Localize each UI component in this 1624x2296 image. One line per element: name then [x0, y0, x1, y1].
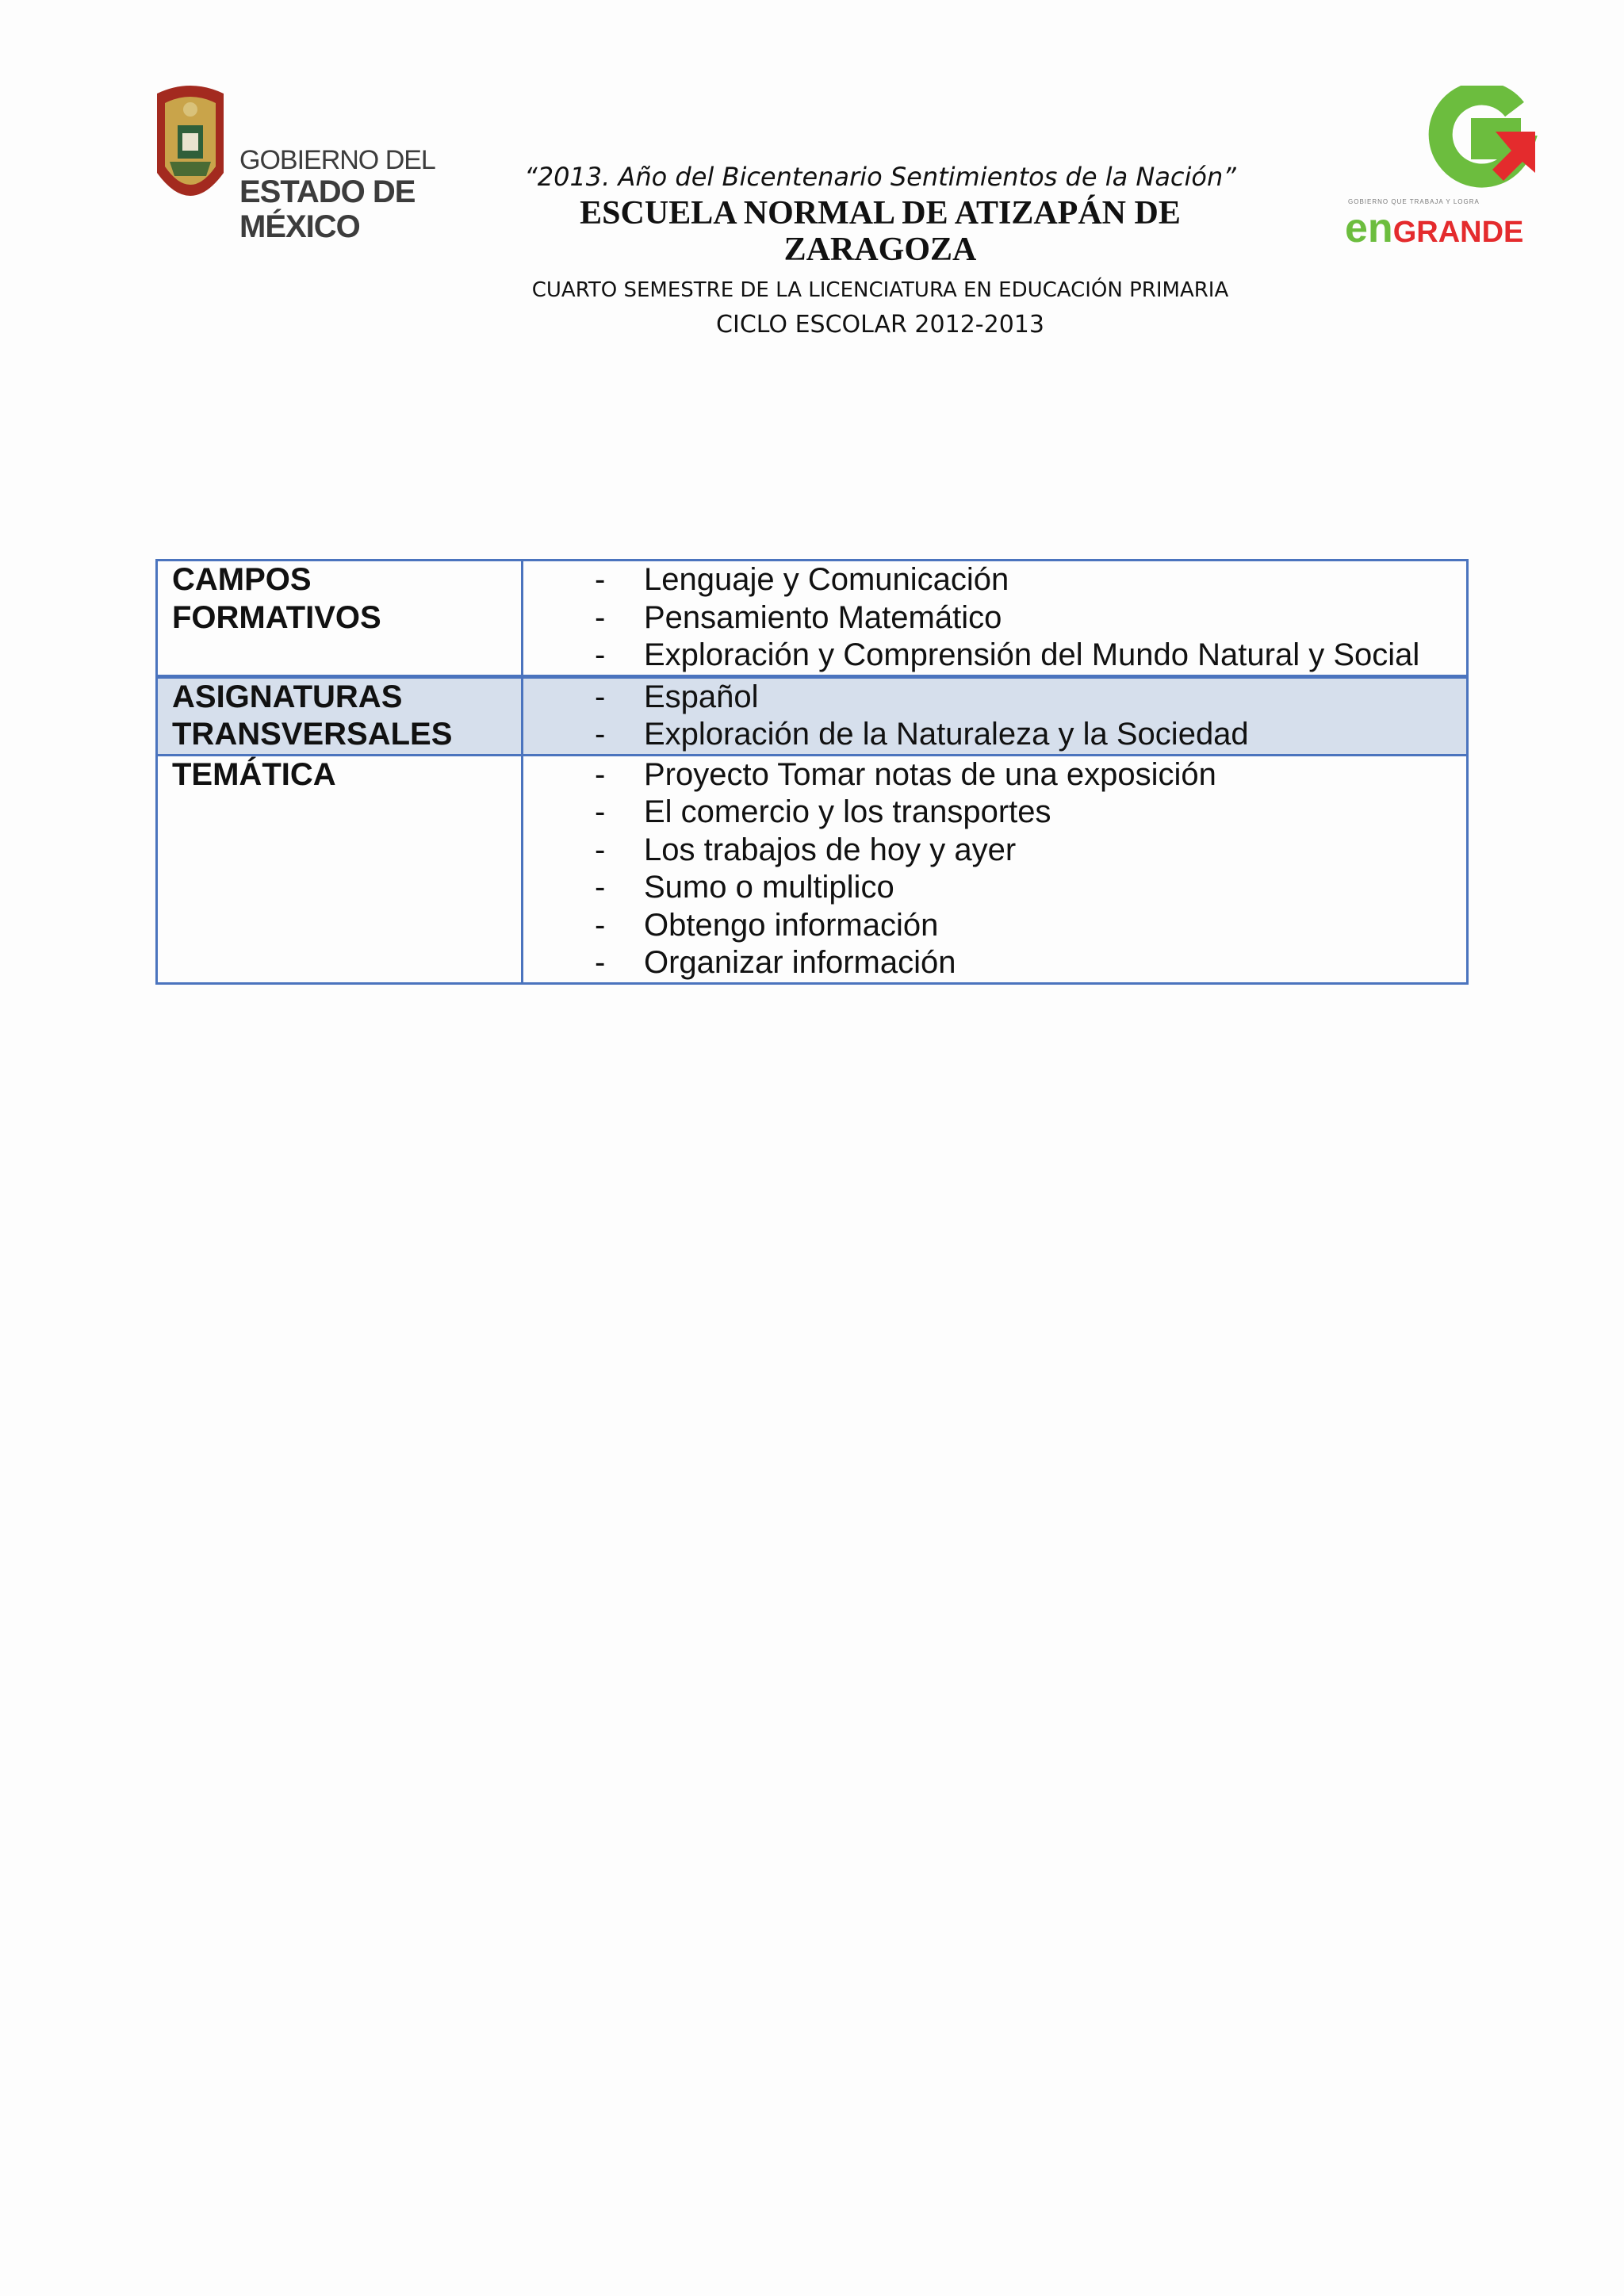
list-item: - Obtengo información: [595, 907, 1466, 945]
document-header: [484, 159, 1277, 342]
engrande-word-en: en: [1345, 205, 1393, 251]
engrande-wordmark: [1345, 205, 1523, 252]
g-logo-icon: [1427, 86, 1538, 189]
list-item: - Los trabajos de hoy y ayer: [595, 832, 1466, 870]
list-item: - Sumo o multiplico: [595, 869, 1466, 907]
school-name: ESCUELA NORMAL DE ATIZAPÁN DE ZARAGOZA: [580, 195, 1181, 268]
logo-line-1: GOBIERNO DEL: [239, 145, 435, 175]
school-cycle: CICLO ESCOLAR 2012-2013: [716, 311, 1044, 339]
gobierno-estado-mexico-logo: [151, 78, 468, 244]
table-row: [157, 676, 1468, 755]
engrande-tagline: GOBIERNO QUE TRABAJA Y LOGRA: [1348, 198, 1480, 205]
list-item: - Pensamiento Matemático: [595, 599, 1466, 637]
list-item: - El comercio y los transportes: [595, 794, 1466, 832]
coat-of-arms-icon: [151, 78, 230, 219]
item-list: [595, 561, 1466, 675]
logo-line-2: ESTADO DE MÉXICO: [239, 174, 416, 244]
row-label: ASIGNATURAS TRANSVERSALES: [157, 676, 523, 755]
list-item: - Español: [595, 679, 1466, 717]
table-row: [157, 561, 1468, 677]
list-item: - Organizar información: [595, 944, 1466, 982]
row-items: [523, 561, 1468, 677]
government-logo-text: [239, 146, 468, 244]
list-item: - Proyecto Tomar notas de una exposición: [595, 756, 1466, 794]
row-label: CAMPOS FORMATIVOS: [157, 561, 523, 677]
curriculum-table: [155, 559, 1469, 985]
item-list: [595, 756, 1466, 982]
list-item: - Exploración de la Naturaleza y la Sociedad: [595, 716, 1466, 754]
table-row: [157, 755, 1468, 983]
semester-line: CUARTO SEMESTRE DE LA LICENCIATURA EN EDUCACIÓN PRIMARIA: [531, 278, 1229, 302]
list-item: - Lenguaje y Comunicación: [595, 561, 1466, 599]
list-item: - Exploración y Comprensión del Mundo Natural y Social: [595, 637, 1466, 675]
row-items: [523, 676, 1468, 755]
engrande-logo: [1340, 86, 1546, 251]
row-label: TEMÁTICA: [157, 755, 523, 983]
motto: “2013. Año del Bicentenario Sentimientos de la Nación”: [524, 162, 1236, 192]
item-list: [595, 679, 1466, 754]
row-items: [523, 755, 1468, 983]
engrande-word-grande: GRANDE: [1392, 216, 1524, 249]
